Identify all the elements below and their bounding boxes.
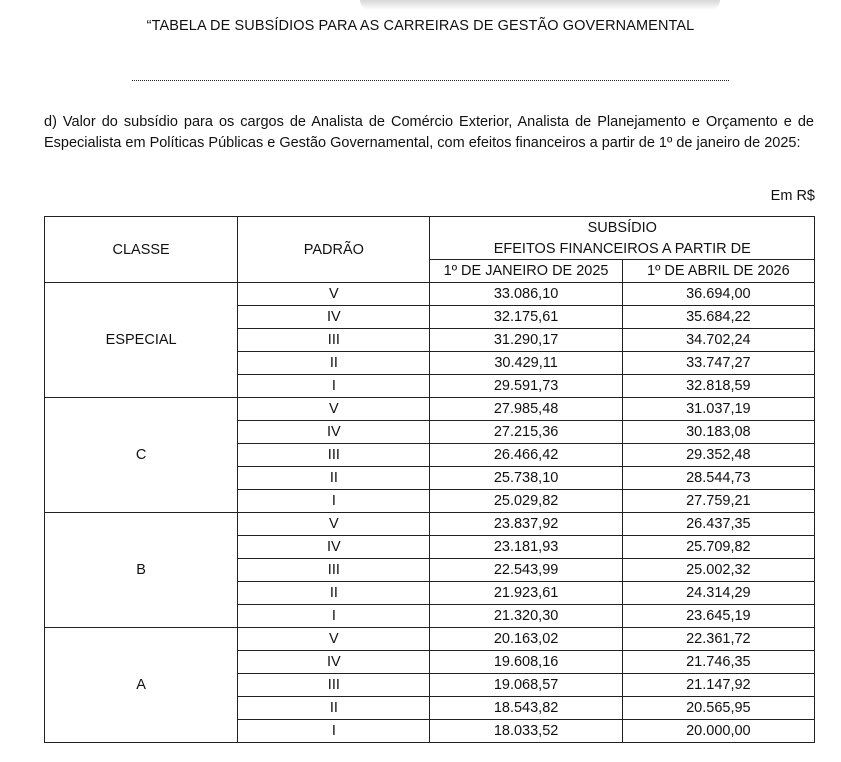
value-abr-2026-cell: 22.361,72 (622, 628, 814, 651)
value-abr-2026-cell: 27.759,21 (622, 490, 814, 513)
table-row (45, 398, 815, 421)
padrao-cell: IV (238, 421, 430, 444)
value-jan-2025-cell: 30.429,11 (430, 352, 622, 375)
value-jan-2025-cell: 26.466,42 (430, 444, 622, 467)
value-abr-2026-cell: 21.746,35 (622, 651, 814, 674)
table-row (45, 283, 815, 306)
padrao-cell: I (238, 375, 430, 398)
value-jan-2025-cell: 27.215,36 (430, 421, 622, 444)
value-abr-2026-cell: 23.645,19 (622, 605, 814, 628)
header-subsidio: SUBSÍDIO (430, 217, 815, 239)
value-abr-2026-cell: 25.709,82 (622, 536, 814, 559)
padrao-cell: V (238, 283, 430, 306)
value-abr-2026-cell: 34.702,24 (622, 329, 814, 352)
header-col-abr-2026: 1º DE ABRIL DE 2026 (622, 260, 814, 283)
padrao-cell: II (238, 352, 430, 375)
value-abr-2026-cell: 28.544,73 (622, 467, 814, 490)
header-padrao: PADRÃO (238, 217, 430, 283)
document-title: “TABELA DE SUBSÍDIOS PARA AS CARREIRAS DE GESTÃO GOVERNAMENTAL (146, 18, 695, 34)
dotted-separator (132, 80, 729, 81)
header-efeitos: EFEITOS FINANCEIROS A PARTIR DE (430, 238, 815, 260)
value-jan-2025-cell: 25.738,10 (430, 467, 622, 490)
header-classe: CLASSE (45, 217, 238, 283)
currency-unit-label: Em R$ (770, 188, 815, 204)
padrao-cell: V (238, 628, 430, 651)
padrao-cell: V (238, 513, 430, 536)
padrao-cell: II (238, 582, 430, 605)
table-header (45, 217, 815, 283)
padrao-cell: III (238, 329, 430, 352)
padrao-cell: V (238, 398, 430, 421)
padrao-cell: II (238, 697, 430, 720)
header-col-jan-2025: 1º DE JANEIRO DE 2025 (430, 260, 622, 283)
value-abr-2026-cell: 21.147,92 (622, 674, 814, 697)
value-abr-2026-cell: 31.037,19 (622, 398, 814, 421)
table-row (45, 628, 815, 651)
padrao-cell: I (238, 720, 430, 743)
value-abr-2026-cell: 32.818,59 (622, 375, 814, 398)
value-abr-2026-cell: 33.747,27 (622, 352, 814, 375)
value-jan-2025-cell: 21.320,30 (430, 605, 622, 628)
value-jan-2025-cell: 25.029,82 (430, 490, 622, 513)
value-jan-2025-cell: 32.175,61 (430, 306, 622, 329)
value-abr-2026-cell: 30.183,08 (622, 421, 814, 444)
value-jan-2025-cell: 29.591,73 (430, 375, 622, 398)
padrao-cell: IV (238, 536, 430, 559)
subsidy-table (44, 216, 815, 743)
value-abr-2026-cell: 35.684,22 (622, 306, 814, 329)
value-jan-2025-cell: 18.543,82 (430, 697, 622, 720)
value-jan-2025-cell: 19.608,16 (430, 651, 622, 674)
value-jan-2025-cell: 19.068,57 (430, 674, 622, 697)
table-body (45, 283, 815, 743)
padrao-cell: I (238, 490, 430, 513)
value-abr-2026-cell: 36.694,00 (622, 283, 814, 306)
padrao-cell: III (238, 444, 430, 467)
padrao-cell: II (238, 467, 430, 490)
value-abr-2026-cell: 26.437,35 (622, 513, 814, 536)
value-jan-2025-cell: 22.543,99 (430, 559, 622, 582)
padrao-cell: IV (238, 306, 430, 329)
padrao-cell: IV (238, 651, 430, 674)
value-jan-2025-cell: 18.033,52 (430, 720, 622, 743)
table-row (45, 513, 815, 536)
top-shadow-decoration (360, 0, 720, 10)
value-abr-2026-cell: 29.352,48 (622, 444, 814, 467)
padrao-cell: I (238, 605, 430, 628)
value-abr-2026-cell: 25.002,32 (622, 559, 814, 582)
classe-cell: C (45, 398, 238, 513)
value-jan-2025-cell: 21.923,61 (430, 582, 622, 605)
paragraph-d: d) Valor do subsídio para os cargos de Analista de Comércio Exterior, Analista de Planejamento e Orçamento e de Especialista em Políticas Públicas e Gestão Governamental, com efeitos financeiros a partir de 1º de janeiro de 2025: (44, 114, 814, 151)
value-abr-2026-cell: 20.565,95 (622, 697, 814, 720)
padrao-cell: III (238, 674, 430, 697)
classe-cell: A (45, 628, 238, 743)
value-abr-2026-cell: 20.000,00 (622, 720, 814, 743)
value-jan-2025-cell: 27.985,48 (430, 398, 622, 421)
value-jan-2025-cell: 31.290,17 (430, 329, 622, 352)
value-jan-2025-cell: 23.181,93 (430, 536, 622, 559)
value-jan-2025-cell: 20.163,02 (430, 628, 622, 651)
value-abr-2026-cell: 24.314,29 (622, 582, 814, 605)
value-jan-2025-cell: 33.086,10 (430, 283, 622, 306)
padrao-cell: III (238, 559, 430, 582)
value-jan-2025-cell: 23.837,92 (430, 513, 622, 536)
classe-cell: ESPECIAL (45, 283, 238, 398)
classe-cell: B (45, 513, 238, 628)
